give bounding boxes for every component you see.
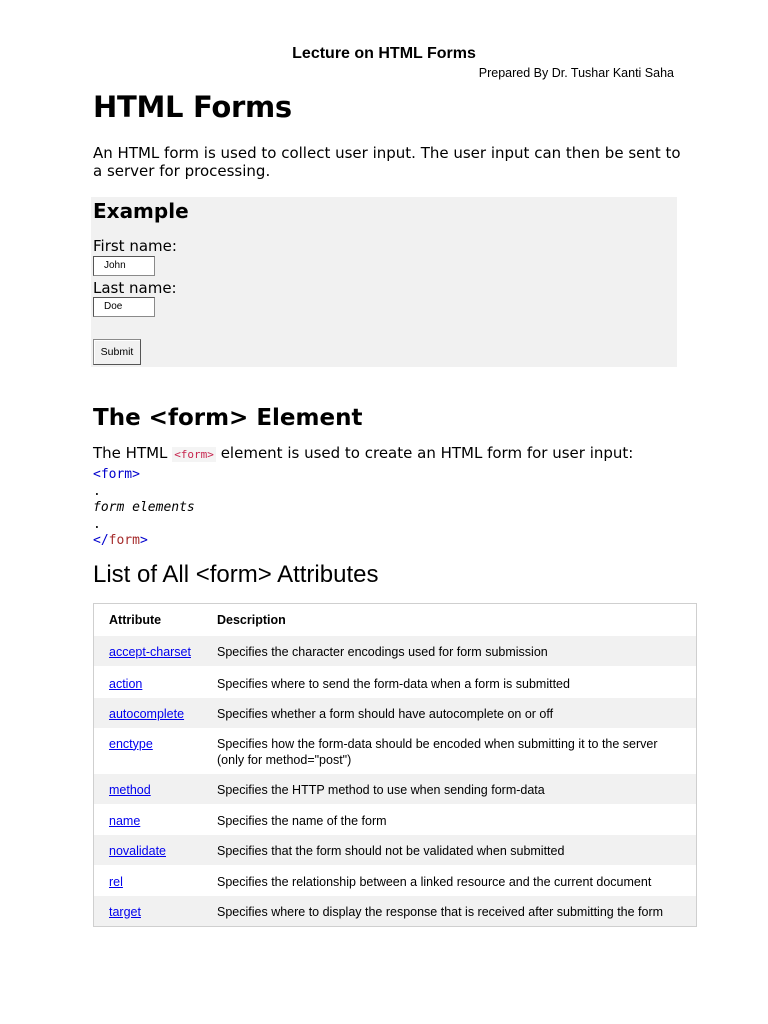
attribute-description: Specifies the character encodings used for form submission	[217, 636, 697, 666]
attribute-description: Specifies the relationship between a linked resource and the current document	[217, 874, 652, 889]
attributes-table	[93, 603, 697, 927]
attribute-link-rel[interactable]: rel	[109, 874, 123, 889]
last-name-label: Last name:	[93, 279, 177, 297]
table-row	[94, 835, 697, 865]
code-close-tag-name: form	[108, 533, 140, 548]
code-close-bracket-end: >	[139, 533, 148, 548]
form-element-description	[93, 444, 633, 462]
table-row	[94, 636, 697, 666]
attribute-link-target[interactable]: target	[109, 904, 141, 919]
page-heading: HTML Forms	[93, 90, 292, 124]
document-title: Lecture on HTML Forms	[292, 45, 476, 62]
form-desc-after: element is used to create an HTML form for user input:	[215, 444, 634, 462]
code-close-tag	[93, 533, 195, 550]
column-header-description: Description	[217, 613, 286, 627]
attribute-link-accept-charset[interactable]: accept-charset	[109, 644, 191, 659]
table-row	[94, 698, 697, 728]
attributes-heading: List of All <form> Attributes	[93, 561, 379, 588]
example-title: Example	[93, 199, 189, 223]
last-name-input[interactable]: Doe	[93, 297, 155, 317]
table-row	[94, 728, 697, 774]
code-close-bracket-open: </	[93, 533, 109, 548]
code-form-elements: form elements	[93, 500, 195, 515]
attribute-description: Specifies that the form should not be validated when submitted	[217, 835, 697, 865]
example-panel	[91, 197, 677, 367]
table-row	[94, 865, 697, 896]
first-name-label: First name:	[93, 237, 177, 255]
code-ellipsis-dot: .	[93, 483, 101, 499]
table-row	[94, 666, 697, 698]
table-row	[94, 774, 697, 804]
first-name-input[interactable]: John	[93, 256, 155, 276]
table-row	[94, 804, 697, 835]
column-header-attribute: Attribute	[109, 613, 162, 627]
author-byline: Prepared By Dr. Tushar Kanti Saha	[478, 66, 674, 80]
submit-button[interactable]: Submit	[93, 339, 141, 365]
form-tag-inline-code: <form>	[174, 448, 214, 461]
attribute-description: Specifies whether a form should have autocomplete on or off	[217, 698, 697, 728]
attribute-description: Specifies how the form-data should be encoded when submitting it to the server (only for method="post")	[217, 736, 658, 767]
code-open-tag: <form>	[93, 467, 140, 482]
attribute-link-autocomplete[interactable]: autocomplete	[109, 706, 185, 721]
attribute-description: Specifies where to send the form-data when a form is submitted	[217, 676, 570, 691]
attribute-link-enctype[interactable]: enctype	[109, 736, 153, 751]
form-code-example	[93, 467, 195, 550]
code-ellipsis-dot: .	[93, 516, 101, 532]
attribute-link-novalidate[interactable]: novalidate	[109, 843, 166, 858]
attribute-link-action[interactable]: action	[109, 676, 143, 691]
attribute-link-method[interactable]: method	[109, 782, 151, 797]
form-element-heading: The <form> Element	[93, 405, 363, 431]
form-desc-before: The HTML	[93, 444, 173, 462]
attribute-description: Specifies where to display the response that is received after submitting the form	[217, 896, 697, 927]
attribute-link-name[interactable]: name	[109, 813, 141, 828]
intro-paragraph: An HTML form is used to collect user input. The user input can then be sent to a server for processing.	[93, 144, 681, 180]
table-row	[94, 896, 697, 927]
attribute-description: Specifies the name of the form	[217, 813, 387, 828]
attribute-description: Specifies the HTTP method to use when sending form-data	[217, 774, 697, 804]
